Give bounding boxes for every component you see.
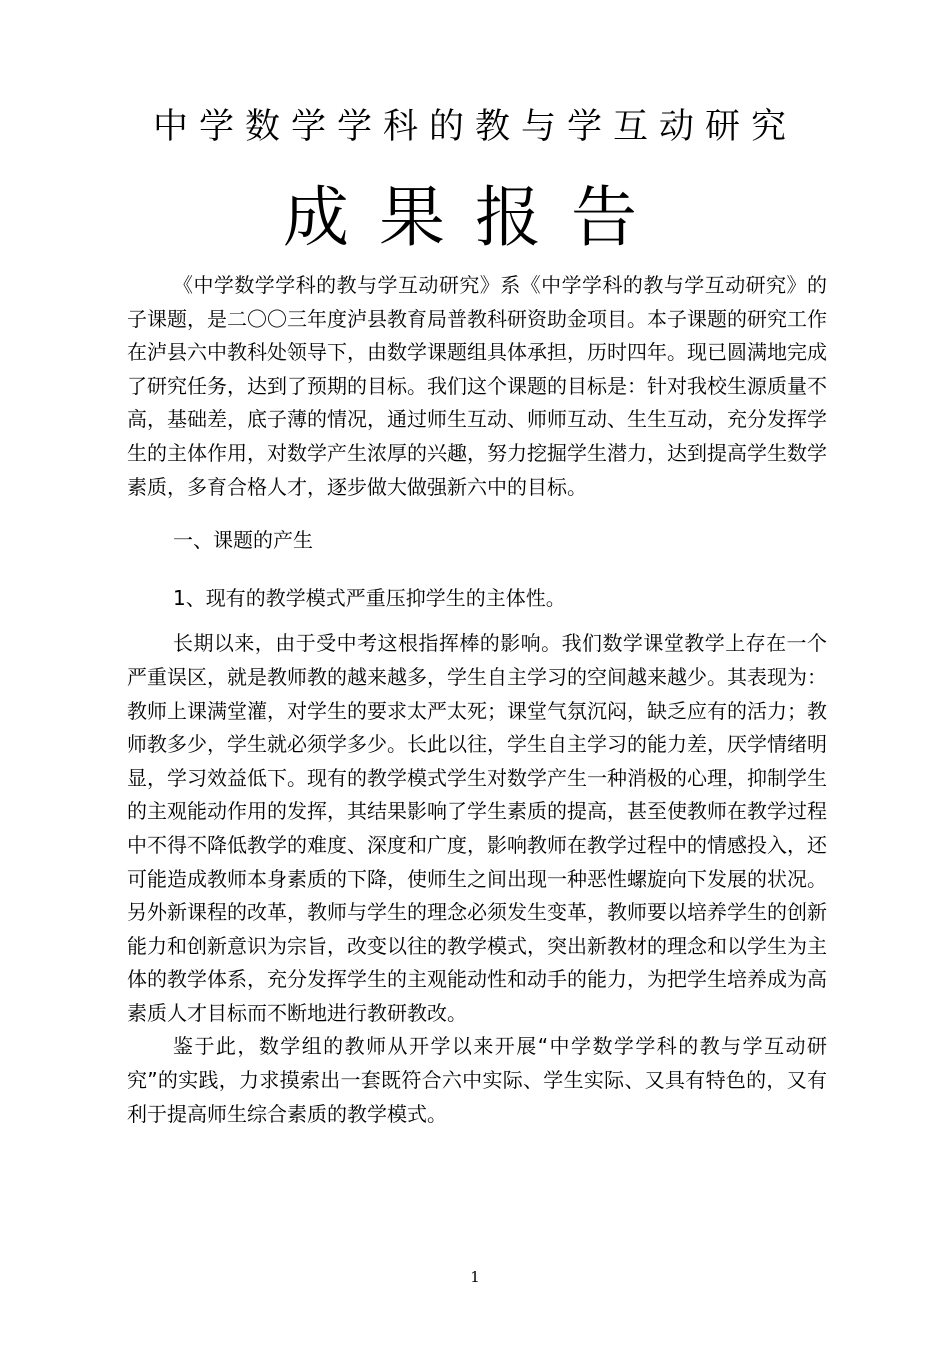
- report-subtitle: 成果报告: [283, 179, 667, 256]
- subsection-heading: 1、现有的教学模式严重压抑学生的主体性。: [173, 585, 566, 610]
- intro-paragraph: 《中学数学学科的教与学互动研究》系《中学学科的教与学互动研究》的子课题，是二〇〇三年度泸县教育局普教科研资助金项目。本子课题的研究工作在泸县六中教科处领导下，由数学课题组具体承担，历时四年。现已圆满地完成了研究任务，达到了预期的目标。我们这个课题的目标是：针对我校生源质量不高，基础差，底子薄的情况，通过师生互动、师师互动、生生互动，充分发挥学生的主体作用，对数学产生浓厚的兴趣，努力挖掘学生潜力，达到提高学生数学素质，多育合格人才，逐步做大做强新六中的目标。: [127, 273, 827, 499]
- body-paragraph: 鉴于此，数学组的教师从开学以来开展“中学数学学科的教与学互动研究”的实践，力求摸索出一套既符合六中实际、学生实际、又具有特色的，又有利于提高师生综合素质的教学模式。: [127, 1034, 827, 1126]
- document-body: [127, 269, 827, 1131]
- section-heading: 一、课题的产生: [173, 528, 313, 553]
- page-number: 1: [470, 1268, 480, 1286]
- body-paragraph: 长期以来，由于受中考这根指挥棒的影响。我们数学课堂教学上存在一个严重误区，就是教师教的越来越多，学生自主学习的空间越来越少。其表现为：教师上课满堂灌，对学生的要求太严太死；课堂气氛沉闷，缺乏应有的活力；教师教多少，学生就必须学多少。长此以往，学生自主学习的能力差，厌学情绪明显，学习效益低下。现有的教学模式学生对数学产生一种消极的心理，抑制学生的主观能动作用的发挥，其结果影响了学生素质的提高，甚至使教师在教学过程中不得不降低教学的难度、深度和广度，影响教师在教学过程中的情感投入，还可能造成教师本身素质的下降，使师生之间出现一种恶性螺旋向下发展的状况。另外新课程的改革，教师与学生的理念必须发生变革，教师要以培养学生的创新能力和创新意识为宗旨，改变以往的教学模式，突出新教材的理念和以学生为主体的教学体系，充分发挥学生的主观能动性和动手的能力，为把学生培养成为高素质人才目标而不断地进行教研教改。: [127, 631, 827, 1025]
- report-title: 中学数学学科的教与学互动研究: [152, 107, 797, 147]
